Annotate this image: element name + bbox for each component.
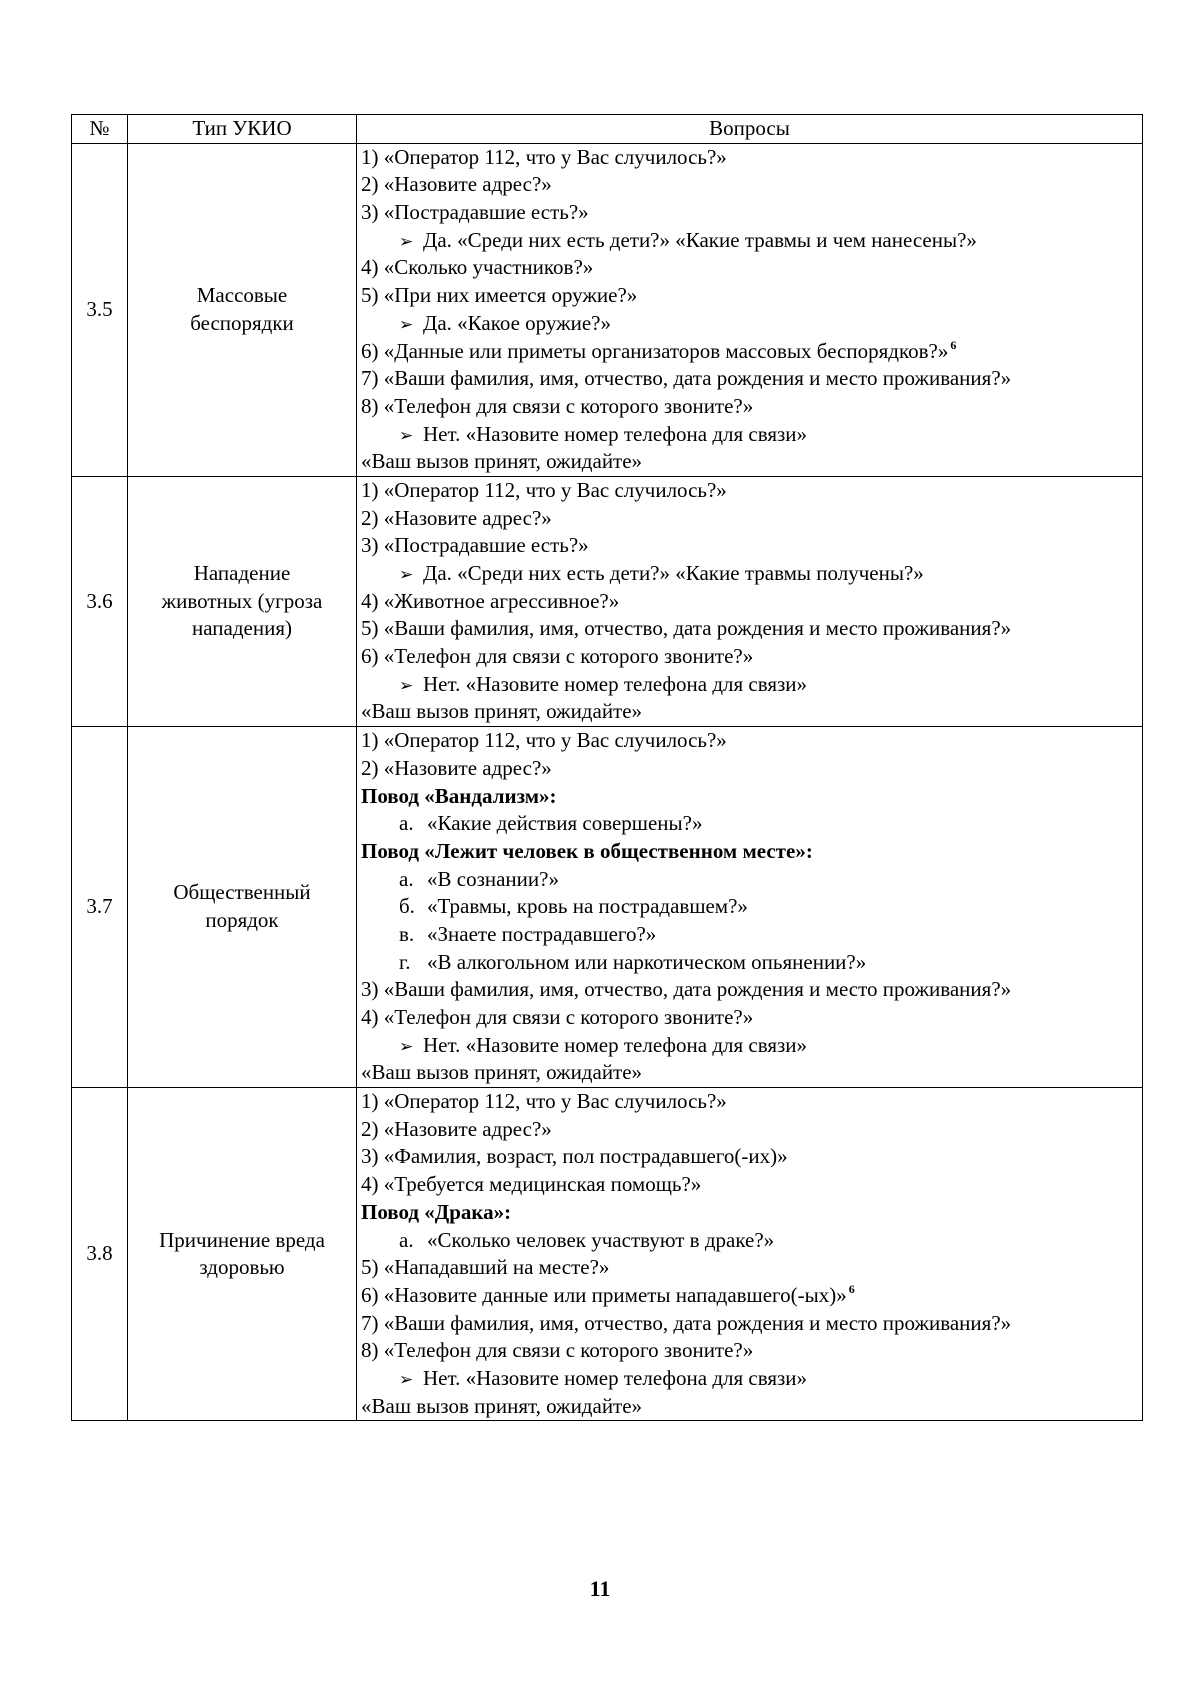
question-subitem: [361, 866, 1142, 894]
question-line: [361, 532, 1142, 560]
ukio-type-line: Причинение вреда: [159, 1227, 325, 1252]
arrow-bullet-icon: ➢: [399, 675, 414, 695]
question-line: [361, 1171, 1142, 1199]
question-text: Да. «Среди них есть дети?» «Какие травмы получены?»: [423, 561, 924, 586]
question-text: 5) «При них имеется оружие?»: [361, 283, 638, 308]
table-row: [72, 727, 1143, 1088]
question-text: Нет. «Назовите номер телефона для связи»: [423, 1365, 808, 1390]
question-text: 2) «Назовите адрес?»: [361, 172, 552, 197]
subitem-marker: г.: [399, 949, 411, 974]
question-line: [361, 171, 1142, 199]
question-line: [361, 1282, 1142, 1310]
question-section-heading: [361, 838, 1142, 866]
question-text: «В алкогольном или наркотическом опьянении?»: [427, 949, 867, 974]
question-line: [361, 282, 1142, 310]
subitem-marker: в.: [399, 921, 415, 946]
question-subitem: [361, 893, 1142, 921]
footnote-ref: 6: [950, 337, 957, 352]
question-text: Нет. «Назовите номер телефона для связи»: [423, 671, 808, 696]
ukio-type-line: Общественный: [173, 880, 311, 905]
arrow-bullet-icon: ➢: [399, 1036, 414, 1056]
row-questions: [357, 476, 1143, 726]
row-questions: [357, 1088, 1143, 1421]
row-ukio-type: [128, 476, 357, 726]
question-text: Повод «Лежит человек в общественном месте»:: [361, 838, 813, 863]
question-text: 6) «Телефон для связи с которого звоните?»: [361, 644, 754, 669]
question-text: Повод «Вандализм»:: [361, 783, 557, 808]
row-ukio-type: [128, 1088, 357, 1421]
question-text: Повод «Драка»:: [361, 1199, 512, 1224]
question-line: [361, 643, 1142, 671]
question-followup: [361, 1365, 1142, 1393]
question-line: [361, 698, 1142, 726]
question-line: [361, 1004, 1142, 1032]
row-number: 3.6: [72, 476, 128, 726]
question-text: «В сознании?»: [427, 866, 559, 891]
question-section-heading: [361, 1199, 1142, 1227]
table-body: [72, 143, 1143, 1421]
question-text: 7) «Ваши фамилия, имя, отчество, дата рождения и место проживания?»: [361, 1310, 1012, 1335]
question-text: 2) «Назовите адрес?»: [361, 505, 552, 530]
question-text: 4) «Животное агрессивное?»: [361, 588, 620, 613]
question-text: Да. «Какое оружие?»: [423, 310, 611, 335]
question-text: 3) «Фамилия, возраст, пол пострадавшего(-их)»: [361, 1144, 788, 1169]
ukio-type-line: нападения): [192, 616, 292, 641]
question-line: [361, 1059, 1142, 1087]
ukio-type-line: беспорядки: [190, 310, 294, 335]
question-followup: [361, 1032, 1142, 1060]
question-text: «Ваш вызов принят, ожидайте»: [361, 699, 643, 724]
question-followup: [361, 421, 1142, 449]
question-text: 4) «Сколько участников?»: [361, 255, 594, 280]
question-line: [361, 254, 1142, 282]
row-questions: [357, 143, 1143, 476]
question-text: Нет. «Назовите номер телефона для связи»: [423, 1032, 808, 1057]
ukio-type-line: порядок: [205, 908, 279, 933]
question-text: Нет. «Назовите номер телефона для связи»: [423, 421, 808, 446]
question-followup: [361, 310, 1142, 338]
table-header-row: [72, 115, 1143, 144]
question-line: [361, 199, 1142, 227]
subitem-marker: а.: [399, 811, 414, 836]
question-subitem: [361, 810, 1142, 838]
question-line: [361, 1088, 1142, 1116]
question-text: 1) «Оператор 112, что у Вас случилось?»: [361, 1089, 727, 1114]
question-section-heading: [361, 783, 1142, 811]
question-line: [361, 477, 1142, 505]
question-line: [361, 615, 1142, 643]
question-text: «Ваш вызов принят, ожидайте»: [361, 1393, 643, 1418]
question-line: [361, 1143, 1142, 1171]
question-text: 8) «Телефон для связи с которого звоните?»: [361, 393, 754, 418]
question-subitem: [361, 921, 1142, 949]
question-text: 3) «Ваши фамилия, имя, отчество, дата рождения и место проживания?»: [361, 977, 1012, 1002]
subitem-marker: а.: [399, 1227, 414, 1252]
question-line: [361, 448, 1142, 476]
row-number: 3.7: [72, 727, 128, 1088]
question-line: [361, 505, 1142, 533]
question-subitem: [361, 949, 1142, 977]
table-row: [72, 143, 1143, 476]
question-line: [361, 1116, 1142, 1144]
question-line: [361, 144, 1142, 172]
question-text: «Какие действия совершены?»: [427, 811, 703, 836]
ukio-type-line: Массовые: [196, 283, 288, 308]
question-text: 2) «Назовите адрес?»: [361, 1116, 552, 1141]
question-text: 5) «Нападавший на месте?»: [361, 1255, 610, 1280]
header-number: №: [72, 115, 128, 144]
question-line: [361, 755, 1142, 783]
row-number: 3.5: [72, 143, 128, 476]
question-followup: [361, 227, 1142, 255]
question-line: [361, 365, 1142, 393]
question-text: «Ваш вызов принят, ожидайте»: [361, 449, 643, 474]
question-text: 1) «Оператор 112, что у Вас случилось?»: [361, 144, 727, 169]
arrow-bullet-icon: ➢: [399, 425, 414, 445]
subitem-marker: а.: [399, 866, 414, 891]
ukio-type-line: Нападение: [193, 560, 291, 585]
question-text: 7) «Ваши фамилия, имя, отчество, дата рождения и место проживания?»: [361, 366, 1012, 391]
subitem-marker: б.: [399, 894, 415, 919]
row-ukio-type: [128, 727, 357, 1088]
question-subitem: [361, 1227, 1142, 1255]
ukio-type-line: здоровью: [199, 1255, 285, 1280]
question-text: «Травмы, кровь на пострадавшем?»: [427, 894, 748, 919]
question-line: [361, 727, 1142, 755]
question-followup: [361, 671, 1142, 699]
table-row: [72, 476, 1143, 726]
question-line: [361, 1254, 1142, 1282]
question-text: 4) «Требуется медицинская помощь?»: [361, 1172, 702, 1197]
question-line: [361, 1310, 1142, 1338]
question-text: «Сколько человек участвуют в драке?»: [427, 1227, 775, 1252]
question-text: 3) «Пострадавшие есть?»: [361, 533, 589, 558]
page-number: 11: [589, 1576, 611, 1601]
row-number: 3.8: [72, 1088, 128, 1421]
footnote-ref: 6: [848, 1281, 855, 1296]
question-line: [361, 588, 1142, 616]
row-questions: [357, 727, 1143, 1088]
question-text: 2) «Назовите адрес?»: [361, 755, 552, 780]
question-text: 6) «Данные или приметы организаторов массовых беспорядков?»: [361, 338, 949, 363]
question-line: [361, 1337, 1142, 1365]
question-text: 5) «Ваши фамилия, имя, отчество, дата рождения и место проживания?»: [361, 616, 1012, 641]
question-followup: [361, 560, 1142, 588]
question-text: 8) «Телефон для связи с которого звоните?»: [361, 1338, 754, 1363]
arrow-bullet-icon: ➢: [399, 565, 414, 585]
question-text: 4) «Телефон для связи с которого звоните?»: [361, 1005, 754, 1030]
question-text: «Ваш вызов принят, ожидайте»: [361, 1060, 643, 1085]
question-text: 1) «Оператор 112, что у Вас случилось?»: [361, 477, 727, 502]
question-line: [361, 338, 1142, 366]
header-questions: Вопросы: [357, 115, 1143, 144]
question-text: 1) «Оператор 112, что у Вас случилось?»: [361, 728, 727, 753]
table-row: [72, 1088, 1143, 1421]
question-line: [361, 393, 1142, 421]
question-text: «Знаете пострадавшего?»: [427, 921, 657, 946]
question-text: 3) «Пострадавшие есть?»: [361, 200, 589, 225]
arrow-bullet-icon: ➢: [399, 231, 414, 251]
arrow-bullet-icon: ➢: [399, 314, 414, 334]
header-ukio-type: Тип УКИО: [128, 115, 357, 144]
arrow-bullet-icon: ➢: [399, 1369, 414, 1389]
ukio-questions-table: [71, 114, 1143, 1421]
question-text: 6) «Назовите данные или приметы нападавшего(-ых)»: [361, 1282, 847, 1307]
question-line: [361, 976, 1142, 1004]
row-ukio-type: [128, 143, 357, 476]
question-line: [361, 1393, 1142, 1421]
question-text: Да. «Среди них есть дети?» «Какие травмы и чем нанесены?»: [423, 227, 977, 252]
ukio-type-line: животных (угроза: [161, 588, 323, 613]
